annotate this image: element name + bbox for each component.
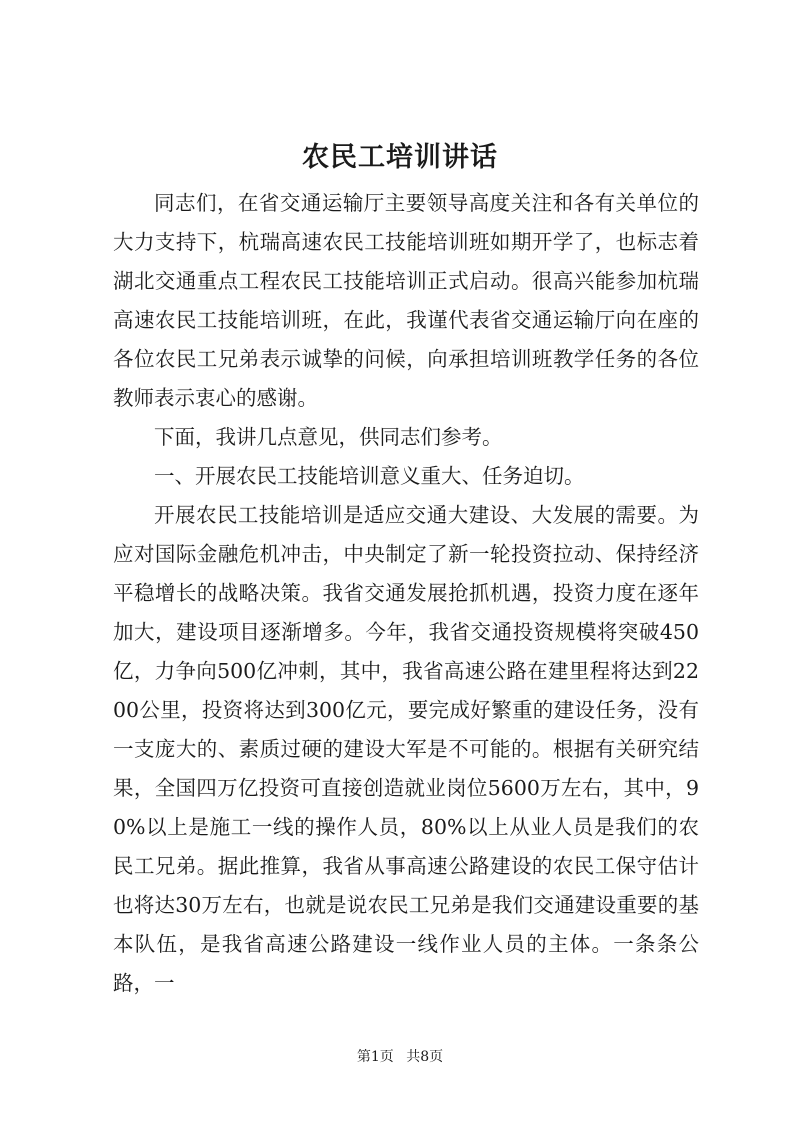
paragraph-section-1: 开展农民工技能培训是适应交通大建设、大发展的需要。为应对国际金融危机冲击，中央制定了新一轮投资拉动、保持经济平稳增长的战略决策。我省交通发展抢抓机遇，投资力度在逐年加大，建设项目逐渐增多。今年，我省交通投资规模将突破450亿，力争向500亿冲刺，其中，我省高速公路在建里程将达到2200公里，投资将达到300亿元，要完成好繁重的建设任务，没有一支庞大的、素质过硬的建设大军是不可能的。根据有关研究结果，全国四万亿投资可直接创造就业岗位5600万左右，其中，90%以上是施工一线的操作人员，80%以上从业人员是我们的农民工兄弟。据此推算，我省从事高速公路建设的农民工保守估计也将达30万左右，也就是说农民工兄弟是我们交通建设重要的基本队伍，是我省高速公路建设一线作业人员的主体。一条条公路，一 (113, 503, 699, 995)
page-footer (0, 1047, 800, 1067)
page-total: 共8页 (406, 1049, 444, 1065)
section-heading-1: 一、开展农民工技能培训意义重大、任务迫切。 (154, 464, 585, 488)
document-body (113, 184, 699, 1003)
document-title: 农民工培训讲话 (302, 142, 498, 173)
paragraph-intro: 下面，我讲几点意见，供同志们参考。 (154, 425, 503, 449)
paragraph-greeting: 同志们，在省交通运输厅主要领导高度关注和各有关单位的大力支持下，杭瑞高速农民工技能培训班如期开学了，也标志着湖北交通重点工程农民工技能培训正式启动。很高兴能参加杭瑞高速农民工技能培训班，在此，我谨代表省交通运输厅向在座的各位农民工兄弟表示诚挚的问候，向承担培训班教学任务的各位教师表示衷心的感谢。 (113, 191, 699, 410)
page-number: 第1页 (356, 1049, 394, 1065)
